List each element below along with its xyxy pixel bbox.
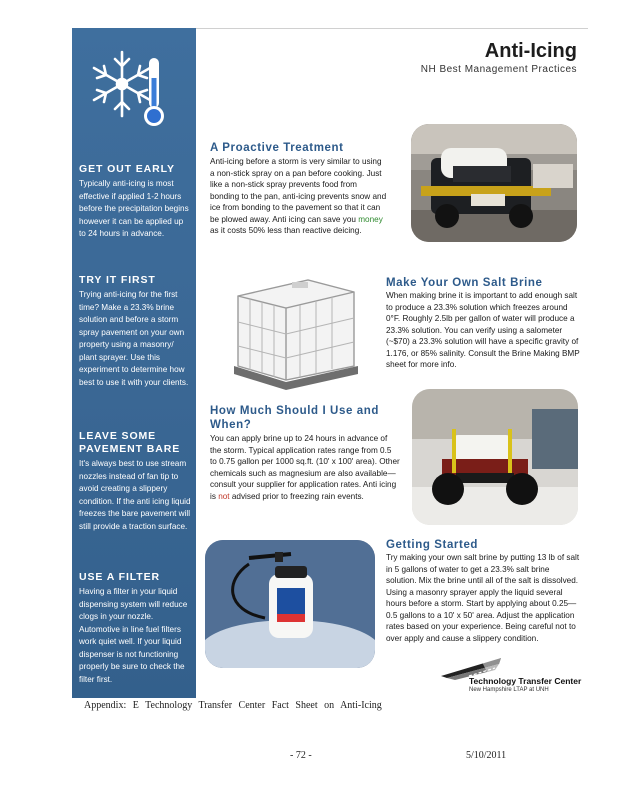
sidebar-text: It's always best to use stream nozzles instead of fan tip to avoid creating a slippery condition. If the anti icing liquid freezes the bare pavement will still provide a traction surface.: [79, 459, 191, 531]
sidebar-text: Typically anti-icing is most effective if applied 1-2 hours before the precipitation begins however it can be applied up to 24 hours in advance.: [79, 179, 189, 238]
sidebar-heading: TRY IT FIRST: [79, 274, 156, 286]
truck-sprayer-photo: [411, 124, 577, 242]
section-text-how-much: You can apply brine up to 24 hours in advance of the storm. Typical application rates range from 0.5 to 0.75 gallon per 1000 sq.ft. (10' x 100' area). Other chemicals such as magnesium are also available—consult your supplier for application rates. Anti icing is not advised prior to freezing rain events.: [210, 434, 400, 501]
section-heading-getting-started: Getting Started: [386, 539, 479, 551]
utc-logo-sub: New Hampshire LTAP at UNH: [469, 687, 549, 693]
technology-transfer-center-logo: [441, 654, 581, 698]
thermometer-icon: [144, 58, 164, 126]
section-text-brine: When making brine it is important to add enough salt to produce a 23.3% solution which freezes around 0°F. Roughly 2.5lb per gallon of water will produce a 23.3% solution. You can verify using a salometer (~$70) a 23.3% solution will have a specific gravity of 1.176, or 85% salinity. Consult the Brine Making BMP sheet for more info.: [386, 291, 580, 369]
highlight-not: not: [218, 491, 230, 501]
sidebar-logo: [72, 28, 196, 146]
document-date: 5/10/2011: [466, 750, 507, 761]
sidebar: [72, 28, 196, 698]
sidebar-text: Trying anti-icing for the first time? Make a 23.3% brine solution and before a storm spray pavement on your own property using a masonry/ plant sprayer. Use this experiment to determine how best to use it with your clients.: [79, 290, 189, 387]
utc-logo-name: Technology Transfer Center: [469, 676, 582, 686]
sidebar-section-get-out-early: [79, 163, 191, 241]
sidebar-heading: LEAVE SOME PAVEMENT BARE: [79, 430, 181, 455]
masonry-sprayer-photo: [205, 540, 375, 668]
snowflake-icon: [94, 52, 150, 116]
page-number: - 72 -: [290, 750, 312, 761]
highlight-money: money: [358, 214, 383, 224]
sidebar-heading: USE A FILTER: [79, 571, 160, 583]
atv-sprayer-photo: [412, 389, 578, 525]
sidebar-section-use-a-filter: [79, 571, 191, 686]
page-subtitle: NH Best Management Practices: [420, 64, 577, 75]
section-heading-brine: Make Your Own Salt Brine: [386, 277, 543, 289]
section-text-proactive: Anti-icing before a storm is very similar to using a non-stick spray on a pan before cooking. Just like a non-stick spray prevents food from bonding to the pan, anti-icing prevents snow and ice from bonding to the pavement so that it can be plowed away. Anti icing can save you money as it costs 50% less than reactive deicing.: [210, 157, 387, 235]
page-title: Anti-Icing: [484, 40, 577, 62]
section-heading-how-much: How Much Should I Use and When?: [210, 405, 379, 431]
sidebar-text: Having a filter in your liquid dispensing system will reduce clogs in your nozzle. Automotive in line fuel filters work quiet well. If your liquid dispenser is not functioning properly be sure to check the filter first.: [79, 587, 188, 684]
section-text-getting-started: Try making your own salt brine by putting 13 lb of salt in 5 gallons of water to get a 23.3% salt brine solution. Mix the brine until all of the salt is dissolved. Using a masonry sprayer apply the liquid several hours before a storm. Start by applying about 0.25—0.5 gallons to a 10' x 50' area. Adjust the application rates based on your experience. Being careful not to over apply and cause a slippery condition.: [386, 553, 580, 643]
section-heading-proactive: A Proactive Treatment: [210, 142, 344, 154]
brine-tote-photo: [216, 262, 366, 390]
sidebar-heading: GET OUT EARLY: [79, 163, 175, 175]
sidebar-section-leave-pavement-bare: [79, 430, 191, 533]
appendix-caption: Appendix: E Technology Transfer Center Fact Sheet on Anti-Icing: [84, 700, 382, 711]
sidebar-section-try-it-first: [79, 274, 191, 389]
